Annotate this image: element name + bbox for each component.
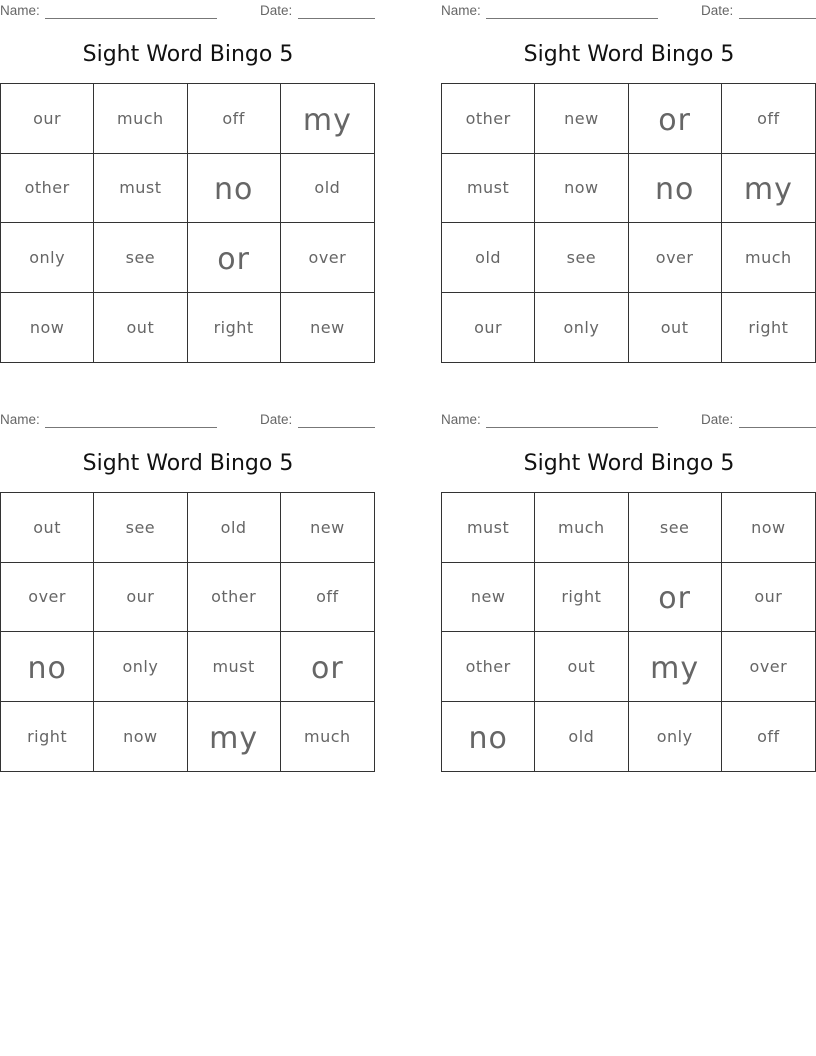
bingo-cell: must [442,154,535,224]
name-blank-line [45,18,217,19]
name-blank-line [486,427,658,428]
bingo-cell: our [722,563,815,633]
bingo-cell: now [1,293,94,363]
date-label: Date: [701,3,734,18]
bingo-cell: over [281,223,374,293]
bingo-cell: other [1,154,94,224]
bingo-cell: old [535,702,628,772]
bingo-cell: right [748,317,789,337]
bingo-grid [441,83,816,363]
bingo-cell: my [188,702,281,772]
bingo-cell: new [281,493,374,563]
name-date-row [0,412,376,428]
date-label: Date: [260,412,293,427]
name-label: Name: [441,3,481,18]
bingo-cell: new [310,317,345,337]
name-label: Name: [0,412,40,427]
bingo-cell: see [535,223,628,293]
bingo-cell: or [281,632,374,702]
bingo-cell: old [442,223,535,293]
bingo-cell: must [94,154,187,224]
date-label: Date: [260,3,293,18]
bingo-cell: my [281,84,374,154]
bingo-cell: my [629,632,722,702]
date-blank-line [298,18,375,19]
bingo-cell: much [722,223,815,293]
bingo-cell: or [629,84,722,154]
bingo-cell: much [304,726,351,746]
bingo-cell: right [188,293,281,363]
bingo-cell: must [442,493,535,563]
bingo-cell: off [188,84,281,154]
bingo-cell: out [535,632,628,702]
bingo-cell: old [188,493,281,563]
bingo-cell: or [188,223,281,293]
bingo-cell: see [94,223,187,293]
bingo-grid [441,492,816,772]
bingo-card-2 [441,0,816,380]
name-blank-line [486,18,658,19]
name-date-row [441,412,816,428]
bingo-cell: over [1,563,94,633]
bingo-cell: must [188,632,281,702]
date-blank-line [739,427,816,428]
card-title: Sight Word Bingo 5 [523,42,735,67]
card-title: Sight Word Bingo 5 [523,451,735,476]
bingo-cell: only [1,223,94,293]
bingo-cell: off [281,563,374,633]
date-label: Date: [701,412,734,427]
bingo-cell: no [442,702,535,772]
name-label: Name: [441,412,481,427]
date-blank-line [298,427,375,428]
bingo-cell: new [442,563,535,633]
bingo-cell: see [94,493,187,563]
bingo-cell: other [188,563,281,633]
bingo-cell: now [94,702,187,772]
bingo-cell: out [94,293,187,363]
name-label: Name: [0,3,40,18]
bingo-card-1 [0,0,376,380]
bingo-cell: or [629,563,722,633]
bingo-grid [0,83,375,363]
bingo-cell: right [1,702,94,772]
bingo-cell: much [94,84,187,154]
name-date-row [0,3,376,19]
bingo-cell: no [1,632,94,702]
bingo-cell: over [629,223,722,293]
bingo-cell: new [535,84,628,154]
bingo-cell: our [94,563,187,633]
bingo-cell: my [722,154,815,224]
bingo-cell: out [1,493,94,563]
date-blank-line [739,18,816,19]
name-date-row [441,3,816,19]
card-title: Sight Word Bingo 5 [82,451,294,476]
bingo-cell: see [629,493,722,563]
bingo-cell: much [535,493,628,563]
bingo-card-4 [441,409,816,789]
bingo-cell: off [757,726,780,746]
bingo-cell: no [188,154,281,224]
card-title: Sight Word Bingo 5 [82,42,294,67]
bingo-cell: our [1,84,94,154]
bingo-cell: now [722,493,815,563]
bingo-cell: no [629,154,722,224]
bingo-cell: right [535,563,628,633]
bingo-cell: now [535,154,628,224]
bingo-cell: only [629,702,722,772]
bingo-cell: our [442,293,535,363]
bingo-cell: other [442,84,535,154]
bingo-cell: old [281,154,374,224]
bingo-cell: other [442,632,535,702]
bingo-cell: only [535,293,628,363]
name-blank-line [45,427,217,428]
bingo-grid [0,492,375,772]
bingo-cell: only [94,632,187,702]
bingo-cell: out [629,293,722,363]
bingo-cell: over [722,632,815,702]
bingo-card-3 [0,409,376,789]
bingo-cell: off [722,84,815,154]
